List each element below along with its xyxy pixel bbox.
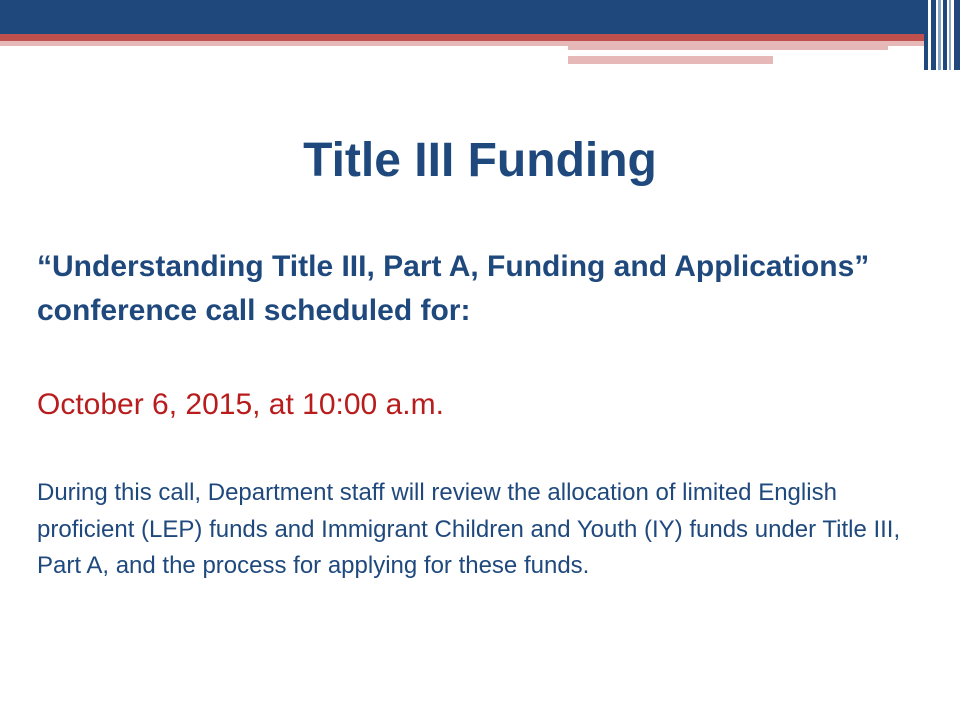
header-vertical-stripes bbox=[924, 0, 960, 70]
header-navy-band bbox=[0, 0, 960, 34]
header-red-band bbox=[0, 34, 960, 41]
header-pink-short-band bbox=[568, 56, 773, 64]
call-description: During this call, Department staff will review the allocation of limited English proficient (LEP) funds and Immigrant Children and Youth (IY) funds under Title III, Part A, and the process for applying for these funds. bbox=[37, 479, 901, 579]
header-white-line bbox=[568, 50, 888, 52]
call-date: October 6, 2015, at 10:00 a.m. bbox=[37, 388, 444, 421]
call-subtitle: “Understanding Title III, Part A, Funding and Applications” conference call scheduled for: bbox=[37, 250, 870, 327]
slide-title: Title III Funding bbox=[303, 134, 657, 187]
